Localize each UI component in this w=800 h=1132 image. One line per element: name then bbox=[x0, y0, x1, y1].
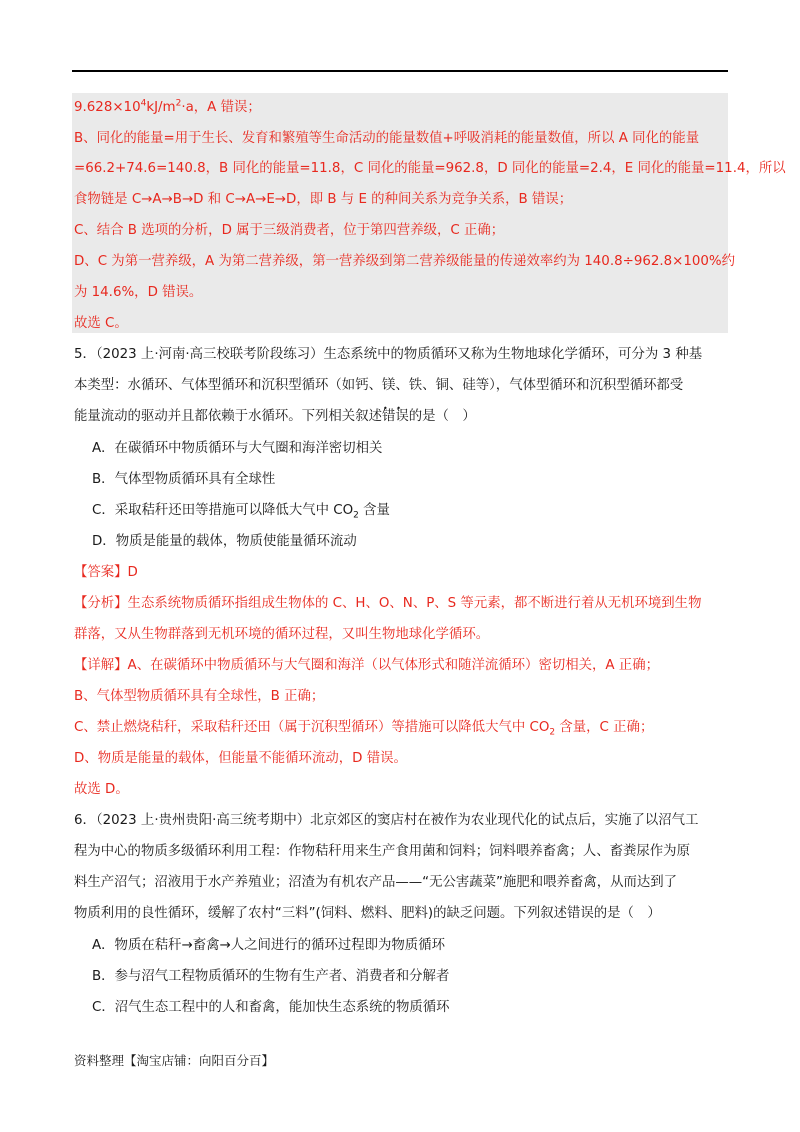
q5-analysis-2: 群落，又从生物群落到无机环境的循环过程，又叫生物地球化学循环。 bbox=[74, 627, 490, 642]
emphasis-dots: • • 错误 bbox=[382, 409, 409, 424]
page-footer: 资料整理【淘宝店铺：向阳百分百】 bbox=[74, 1053, 275, 1068]
prev-line-5: C、结合 B 选项的分析，D 属于三级消费者，位于第四营养级，C 正确； bbox=[74, 223, 505, 238]
q5-option-d: D．物质是能量的载体，物质使能量循环流动 bbox=[92, 534, 357, 549]
prev-line-3: =66.2+74.6=140.8，B 同化的能量=11.8，C 同化的能量=962.8，D 同化的能量=2.4，E 同化的能量=11.4，所以 bbox=[74, 161, 786, 176]
prev-conclusion: 故选 C。 bbox=[74, 316, 128, 331]
q5-stem-3: 能量流动的驱动并且都依赖于水循环。下列相关叙述• • 错误的是（ ） bbox=[74, 408, 476, 426]
prev-line-7: 为 14.6%，D 错误。 bbox=[74, 285, 203, 300]
prev-line-4: 食物链是 C→A→B→D 和 C→A→E→D，即 B 与 E 的种间关系为竞争关系，B 错误； bbox=[74, 192, 573, 207]
header-rule bbox=[72, 70, 728, 72]
prev-line-2: B、同化的能量=用于生长、发育和繁殖等生命活动的能量数值+呼吸消耗的能量数值，所以 A 同化的能量 bbox=[74, 131, 700, 146]
q6-option-b: B．参与沼气工程物质循环的生物有生产者、消费者和分解者 bbox=[92, 969, 450, 984]
q5-option-c: C．采取秸秆还田等措施可以降低大气中 $CO_2$ 含量 bbox=[92, 503, 390, 521]
q6-stem-3: 料生产沼气；沼液用于水产养殖业；沼渣为有机农产品——“无公害蔬菜”施肥和喂养畜禽，从而达到了 bbox=[74, 875, 678, 890]
q5-detail-2: B、气体型物质循环具有全球性，B 正确； bbox=[74, 689, 325, 704]
q6-option-a: A．物质在秸秆→畜禽→人之间进行的循环过程即为物质循环 bbox=[92, 938, 445, 953]
q6-stem-2: 程为中心的物质多级循环利用工程：作物秸秆用来生产食用菌和饲料；饲料喂养畜禽；人、畜粪尿作为原 bbox=[74, 844, 690, 859]
q6-stem-4: 物质利用的良性循环，缓解了农村“三料”(饲料、燃料、肥料)的缺乏问题。下列叙述错误的是（ ） bbox=[74, 906, 661, 921]
q5-analysis-1: 【分析】生态系统物质循环指组成生物体的 C、H、O、N、P、S 等元素，都不断进行着从无机环境到生物 bbox=[74, 596, 702, 611]
prev-line-1: $9.628\times 10^4kJ/m^2\cdot a$，A 错误； bbox=[74, 98, 261, 115]
q5-detail-3: C、禁止燃烧秸秆，采取秸秆还田（属于沉积型循环）等措施可以降低大气中 $CO_2$ 含量，C 正确； bbox=[74, 720, 654, 738]
q5-option-b: B．气体型物质循环具有全球性 bbox=[92, 472, 276, 487]
prev-line-6: D、C 为第一营养级，A 为第二营养级，第一营养级到第二营养级能量的传递效率约为 140.8÷962.8×100%约 bbox=[74, 254, 736, 269]
q5-option-a: A．在碳循环中物质循环与大气圈和海洋密切相关 bbox=[92, 441, 383, 456]
q5-answer: 【答案】D bbox=[74, 565, 138, 580]
q5-detail-4: D、物质是能量的载体，但能量不能循环流动，D 错误。 bbox=[74, 751, 407, 766]
q5-conclusion: 故选 D。 bbox=[74, 782, 129, 797]
q6-option-c: C．沼气生态工程中的人和畜禽，能加快生态系统的物质循环 bbox=[92, 1000, 450, 1015]
q6-stem-1: 6．（2023 上·贵州贵阳·高三统考期中）北京郊区的窦店村在被作为农业现代化的试点后，实施了以沼气工 bbox=[74, 813, 699, 828]
q5-stem-1: 5．（2023 上·河南·高三校联考阶段练习）生态系统中的物质循环又称为生物地球化学循环，可分为 3 种基 bbox=[74, 347, 703, 362]
q5-stem-2: 本类型：水循环、气体型循环和沉积型循环（如钙、镁、铁、铜、硅等），气体型循环和沉积型循环都受 bbox=[74, 378, 684, 393]
q5-detail-1: 【详解】A、在碳循环中物质循环与大气圈和海洋（以气体形式和随洋流循环）密切相关，A 正确； bbox=[74, 658, 659, 673]
